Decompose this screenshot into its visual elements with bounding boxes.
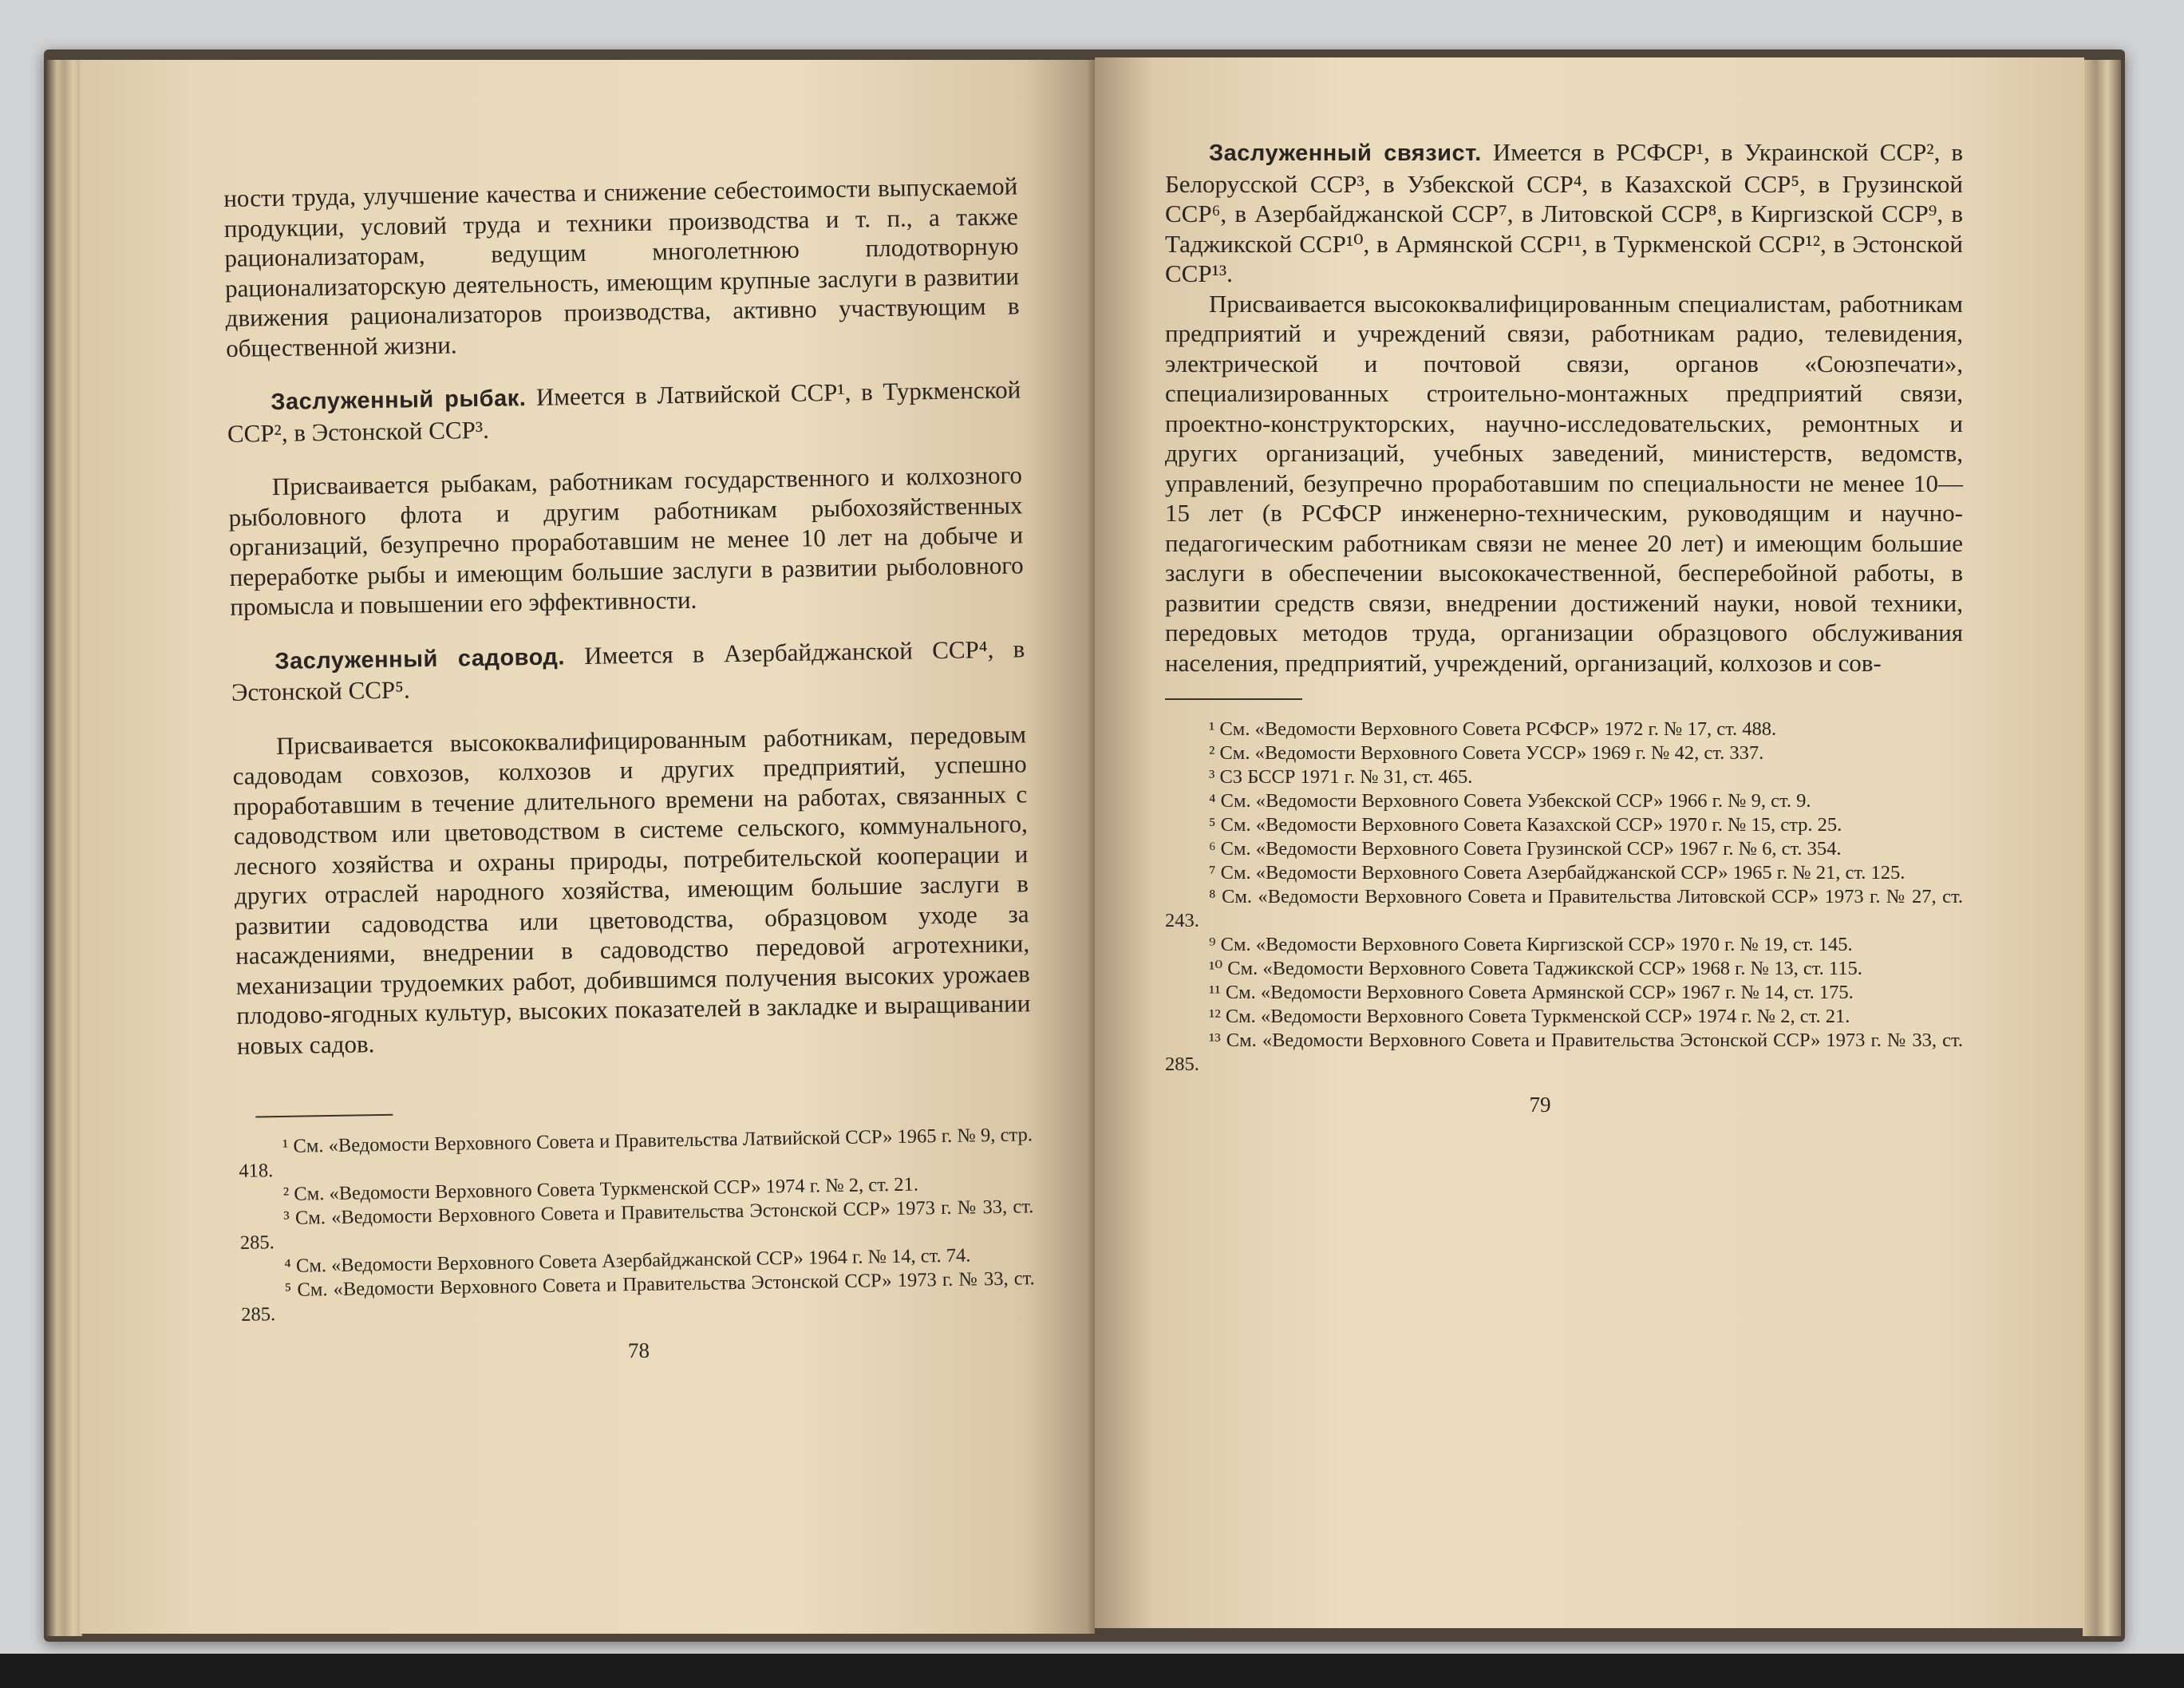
footnote: ¹ См. «Ведомости Верховного Совета и Правительства Латвийской ССР» 1965 г. № 9, стр. 418. [239, 1124, 1033, 1182]
entry-title: Заслуженный рыбак. [271, 385, 527, 416]
footnotes-right [1165, 717, 1963, 1077]
scanner-edge [0, 1654, 2184, 1688]
entry-title: Заслуженный связист. [1209, 140, 1482, 166]
footnote-separator [1165, 698, 1302, 700]
page-78 [80, 60, 1095, 1634]
footnote: ¹³ См. «Ведомости Верховного Совета и Правительства Эстонской ССР» 1973 г. № 33, ст. 285. [1165, 1030, 1963, 1075]
entry-text: Имеется в РСФСР¹, в Украинской ССР², в Белорусской ССР³, в Узбекской ССР⁴, в Казахской ССР⁵, в Грузинской ССР⁶, в Азербайджанской ССР⁷, в Литовской ССР⁸, в Киргизской ССР⁹, в Таджикской ССР¹⁰, в Армянской ССР¹¹, в Туркменской ССР¹², в Эстонской ССР¹³. [1165, 138, 1964, 287]
footnote: ³ См. «Ведомости Верховного Совета и Правительства Эстонской ССР» 1973 г. № 33, ст. 285. [239, 1196, 1034, 1254]
footnote: ⁴ См. «Ведомости Верховного Совета Азербайджанской ССР» 1964 г. № 14, ст. 74. [284, 1244, 971, 1277]
footnote: ² См. «Ведомости Верховного Совета УССР» 1969 г. № 42, ст. 337. [1209, 742, 1764, 764]
footnote: ¹⁰ См. «Ведомости Верховного Совета Таджикской ССР» 1968 г. № 13, ст. 115. [1209, 958, 1862, 979]
paragraph-gardener-body: Присваивается высококвалифицированным работникам, передовым садоводам совхозов, колхозов и других предприятий, успешно проработавшим в течение длительного времени на работах, связанных с садоводством или цветоводством в системе сельского, коммунального, лесного хозяйства и охраны природы, потребительской кооперации и других отраслей народного хозяйства, имеющим большие заслуги в развитии садоводства или цветоводства, образцовом уходе за насаждениями, внедрении в садоводство передовой агротехники, механизации трудоемких работ, добившимся получения высоких урожаев плодово-ягодных культур, высоких показателей в закладке и выращивании новых садов. [232, 719, 1031, 1060]
right-text-column [1165, 137, 1963, 1117]
entry-text: Имеется в Латвийской ССР¹, в Туркменской ССР², в Эстонской ССР³. [227, 375, 1021, 448]
left-page-edges [46, 60, 82, 1636]
footnote: ⁵ См. «Ведомости Верховного Совета и Правительства Эстонской ССР» 1973 г. № 33, ст. 285. [241, 1267, 1035, 1326]
footnote: ³ СЗ БССР 1971 г. № 31, ст. 465. [1209, 766, 1473, 788]
entry-text: Имеется в Азербайджанской ССР⁴, в Эстонской ССР⁵. [231, 634, 1025, 706]
paragraph-continuation: ности труда, улучшение качества и снижение себестоимости выпускаемой продукции, условий труда и техники производства и т. п., а также рационализаторам, ведущим многолетнюю плодотворную рационализаторскую деятельность, имеющим крупные заслуги в развитии движения рационализаторов производства, активно участвующим в общественной жизни. [223, 172, 1020, 362]
left-text-column [223, 171, 1036, 1369]
page-number: 79 [1529, 1093, 1551, 1117]
footnote: ⁶ См. «Ведомости Верховного Совета Грузинской ССР» 1967 г. № 6, ст. 354. [1209, 838, 1842, 860]
footnote: ⁴ См. «Ведомости Верховного Совета Узбекской ССР» 1966 г. № 9, ст. 9. [1209, 790, 1811, 812]
footnote: ¹¹ См. «Ведомости Верховного Совета Армянской ССР» 1967 г. № 14, ст. 175. [1209, 982, 1854, 1003]
footnote: ¹² См. «Ведомости Верховного Совета Туркменской ССР» 1974 г. № 2, ст. 21. [1209, 1006, 1850, 1027]
footnote: ² См. «Ведомости Верховного Совета Туркменской ССР» 1974 г. № 2, ст. 21. [282, 1173, 919, 1205]
page-number: 78 [627, 1338, 650, 1363]
paragraph-fisherman-body: Присваивается рыбакам, работникам государственного и колхозного рыболовного флота и другим работникам рыбохозяйственных организаций, безупречно проработавшим не менее 10 лет на добыче и переработке рыбы и имеющим большие заслуги в развитии рыболовного промысла и повышении его эффективности. [228, 461, 1024, 621]
footnote: ⁹ См. «Ведомости Верховного Совета Киргизской ССР» 1970 г. № 19, ст. 145. [1209, 934, 1853, 955]
footnotes-left [239, 1123, 1036, 1327]
page-79 [1095, 57, 2084, 1628]
footnote: ¹ См. «Ведомости Верховного Совета РСФСР» 1972 г. № 17, ст. 488. [1209, 718, 1777, 740]
footnote-separator [255, 1114, 393, 1118]
entry-title: Заслуженный садовод. [274, 643, 566, 674]
paragraph-communications-body: Присваивается высококвалифицированным специалистам, работникам предприятий и учреждений связи, работникам радио, телевидения, электрической и почтовой связи, органов «Союзпечати», специализированных строительно-монтажных предприятий связи, проектно-конструкторских, научно-исследовательских, ремонтных и других организаций, учебных заведений, министерств, ведомств, управлений, безупречно проработавшим по специальности не менее 10—15 лет (в РСФСР инженерно-техническим, руководящим и научно-педагогическим работникам связи не менее 20 лет) и имеющим большие заслуги в обеспечении высококачественной, бесперебойной работы, в развитии средств связи, внедрении достижений науки, новой техники, передовых методов труда, организации образцового обслуживания населения, предприятий, учреждений, организаций, колхозов и сов- [1165, 289, 1963, 677]
right-page-edges [2083, 60, 2121, 1636]
footnote: ⁸ См. «Ведомости Верховного Совета и Правительства Литовской ССР» 1973 г. № 27, ст. 243. [1165, 886, 1963, 931]
footnote: ⁵ См. «Ведомости Верховного Совета Казахской ССР» 1970 г. № 15, стр. 25. [1209, 814, 1842, 836]
entry-communications-worker [1165, 137, 1963, 289]
footnote: ⁷ См. «Ведомости Верховного Совета Азербайджанской ССР» 1965 г. № 21, ст. 125. [1209, 862, 1906, 884]
